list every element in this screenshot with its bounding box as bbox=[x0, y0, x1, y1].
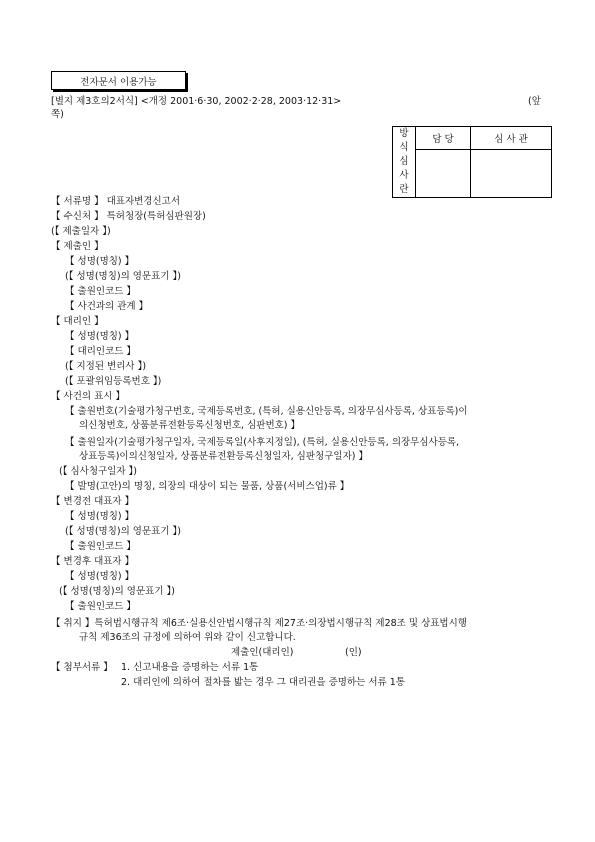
agent-code: 【 대리인코드 】 bbox=[65, 346, 136, 357]
old-representative-english-name: (【 성명(명칭)의 영문표기 】) bbox=[65, 526, 181, 537]
examination-request-date: (【 심사청구일자 】) bbox=[59, 466, 138, 477]
approval-sign-officer[interactable] bbox=[416, 149, 471, 197]
submitter-english-name: (【 성명(명칭)의 영문표기 】) bbox=[65, 271, 181, 282]
seal-mark: (인) bbox=[345, 647, 362, 658]
doc-title: 【 서류명 】 대표자변경신고서 bbox=[51, 196, 181, 207]
old-representative-header: 【 변경전 대표자 】 bbox=[51, 496, 135, 507]
case-indication-header: 【 사건의 표시 】 bbox=[51, 391, 125, 402]
general-power-number: (【 포괄위임등록번호 】) bbox=[65, 376, 162, 387]
approval-col-officer: 담 당 bbox=[416, 127, 471, 150]
agent-name: 【 성명(명칭) 】 bbox=[65, 331, 135, 342]
new-representative-header: 【 변경후 대표자 】 bbox=[51, 556, 135, 567]
application-date-line2: 상표등록)이의신청일자, 상품분류전환등록신청일자, 심판청구일자) 】 bbox=[79, 451, 368, 462]
designated-patent-attorney: (【 지정된 변리사 】) bbox=[65, 361, 147, 372]
application-number-line1: 【 출원번호(기술평가청구번호, 국제등록번호, (특허, 실용신안등록, 의장무심사등록, 상표등록)이 bbox=[65, 406, 468, 417]
application-date-line1: 【 출원일자(기술평가청구일자, 국제등록일(사후지정일), (특허, 실용신안등록, 의장무심사등록, bbox=[65, 437, 460, 448]
recipient: 【 수신처 】 특허청장(특허심판원장) bbox=[51, 211, 206, 222]
submitter-applicant-code: 【 출원인코드 】 bbox=[65, 286, 136, 297]
application-number-line2: 의신청번호, 상품분류전환등록신청번호, 심판번호) 】 bbox=[79, 420, 301, 431]
submission-date: (【 제출일자 】) bbox=[51, 226, 111, 237]
submitter-signature-label: 제출인(대리인) bbox=[231, 647, 294, 658]
new-representative-name: 【 성명(명칭) 】 bbox=[65, 571, 135, 582]
submitter-relation: 【 사건과의 관계 】 bbox=[65, 301, 149, 312]
submitter-header: 【 제출인 】 bbox=[51, 241, 104, 252]
approval-sign-examiner[interactable] bbox=[471, 149, 552, 197]
old-representative-code: 【 출원인코드 】 bbox=[65, 541, 136, 552]
electronic-document-badge: 전자문서 이용가능 bbox=[51, 71, 186, 90]
submitter-name: 【 성명(명칭) 】 bbox=[65, 256, 135, 267]
form-header-page-side: (앞 bbox=[528, 96, 541, 107]
form-header-line2: 쪽) bbox=[51, 109, 64, 120]
form-header-line1: [별지 제3호의2서식] <개정 2001·6·30, 2002·2·28, 2003·12·31> bbox=[51, 96, 342, 107]
invention-title: 【 발명(고안)의 명칭, 의장의 대상이 되는 물품, 상품(서비스업)류 】 bbox=[65, 481, 350, 492]
approval-side-label: 방 식 심 사 란 bbox=[393, 127, 416, 198]
old-representative-name: 【 성명(명칭) 】 bbox=[65, 511, 135, 522]
new-representative-code: 【 출원인코드 】 bbox=[65, 601, 136, 612]
approval-col-examiner: 심 사 관 bbox=[471, 127, 552, 150]
approval-box bbox=[392, 126, 552, 198]
attachments-header: 【 첨부서류 】 bbox=[51, 662, 113, 673]
attachment-1: 1. 신고내용을 증명하는 서류 1통 bbox=[121, 662, 259, 673]
purpose-line2: 규칙 제36조의 규정에 의하여 위와 같이 신고합니다. bbox=[79, 632, 296, 643]
new-representative-english-name: (【 성명(명칭)의 영문표기 】) bbox=[59, 586, 175, 597]
purpose-line1: 【 취지 】특허법시행규칙 제6조·실용신안법시행규칙 제27조·의장법시행규칙 제28조 및 상표법시행 bbox=[51, 618, 467, 629]
agent-header: 【 대리인 】 bbox=[51, 316, 104, 327]
attachment-2: 2. 대리인에 의하여 절차를 밟는 경우 그 대리권을 증명하는 서류 1통 bbox=[121, 677, 405, 688]
